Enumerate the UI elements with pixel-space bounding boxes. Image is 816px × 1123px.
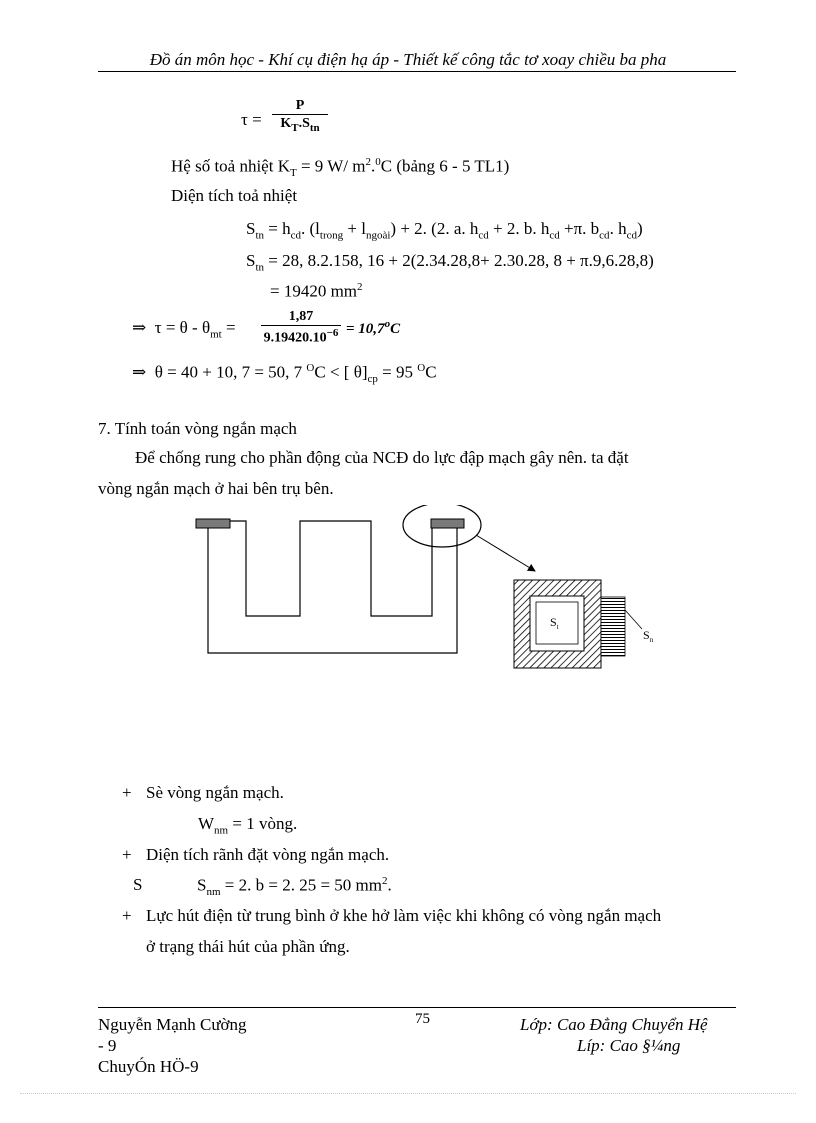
bullet-3-mark: + [122, 906, 132, 925]
implies-arrow-icon: ⇒ [132, 362, 147, 382]
bullet-1-mark: + [122, 783, 132, 802]
bullet-2-mark: + [122, 845, 132, 864]
area-bullet-mark: S [133, 875, 143, 894]
implies-arrow-icon: ⇒ [132, 318, 147, 337]
tau-calc-lhs: ⇒ $\tau = \theta - \theta_{mt}$ = [132, 318, 236, 341]
detail-sn-lines [601, 597, 625, 656]
footer-class-cont: Líp: Cao §¼ng [577, 1036, 681, 1055]
sn-label: $S_n$ [643, 628, 654, 644]
stn-formula-line: $S_{tn} = h_{cd}$. $(l_{trong} + l_{ngoài}) + 2$. (2. a. $h_{cd} + 2$. b. $h_{cd} +\pi$. $b_{cd}$. $h_{cd}$) [246, 219, 643, 242]
sn-leader-line [625, 610, 642, 629]
header-rule [98, 71, 736, 72]
tau-denominator: $K_T.S_{tn}$ [272, 114, 328, 134]
page-header-title: Đồ án môn học - Khí cụ điện hạ áp - Thiết kế công tắc tơ xoay chiều ba pha [149, 50, 667, 69]
shading-coil-diagram [190, 505, 670, 675]
shading-coil-right [431, 519, 464, 528]
detail-arrow [476, 535, 535, 571]
footer-rule [98, 1007, 736, 1008]
tau-calc-fraction [261, 309, 341, 347]
st-label: $S_t$ [550, 615, 559, 631]
footer-author-class: ChuyÓn HÖ-9 [98, 1057, 199, 1076]
heat-area-title: Diện tích toả nhiệt [171, 186, 298, 205]
heat-coefficient-line: Hệ số toả nhiệt $K_T = 9$ W/ $m^2.^0C$ (bảng 6 - 5 TL1) [171, 156, 510, 180]
area-formula: $S_{nm} = 2$. b = 2. 25 = 50 $mm^2$. [197, 875, 392, 899]
footer-class: Lớp: Cao Đẳng Chuyển Hệ [520, 1015, 708, 1034]
tau-numerator: P [295, 98, 305, 113]
e-core-outline [208, 521, 457, 653]
stn-substitution-line: $S_{tn} = 28$, 8.2.158, 16 + 2(2.34.28,8+ 2.30.28, 8 + π.9,6.28,8) [246, 251, 654, 274]
section-7-title: 7. Tính toán vòng ngắn mạch [98, 419, 297, 438]
bullet-2-text: Diện tích rãnh đặt vòng ngắn mạch. [146, 845, 390, 864]
section-7-para-line2: vòng ngắn mạch ở hai bên trụ bên. [98, 479, 334, 498]
page-number: 75 [415, 1011, 430, 1027]
tau-fraction [272, 98, 328, 134]
tau-lhs: τ = [241, 110, 262, 129]
shading-coil-left [196, 519, 230, 528]
bullet-3-line1: Lực hút điện từ trung bình ở khe hở làm việc khi không có vòng ngắn mạch [146, 906, 662, 925]
page-bottom-dotted-line [20, 1093, 796, 1094]
footer-author: Nguyễn Mạnh Cường [98, 1015, 247, 1034]
stn-result-line: = 19420 $mm^2$ [270, 281, 363, 301]
bullet-1-text: Sè vòng ngắn mạch. [146, 783, 284, 802]
tau-calc-result: = $10,7^oC$ [346, 318, 401, 337]
section-7-para-line1: Để chống rung cho phần động của NCĐ do lực đập mạch gây nên. ta đặt [135, 448, 629, 467]
footer-author-cont: - 9 [98, 1036, 117, 1055]
tau-calc-numerator: 1,87 [288, 309, 314, 324]
theta-calc-line: ⇒ θ = 40 + 10, 7 = 50, 7 $^O$C < [ $\theta]_{cp} = 95$ $^O$C [132, 362, 437, 386]
bullet-3-line2: ở trạng thái hút của phần ứng. [146, 937, 350, 956]
tau-calc-denominator: $9.19420.10^{-6}$ [261, 325, 341, 347]
turns-formula: $W_{nm} = 1$ vòng. [198, 814, 298, 837]
